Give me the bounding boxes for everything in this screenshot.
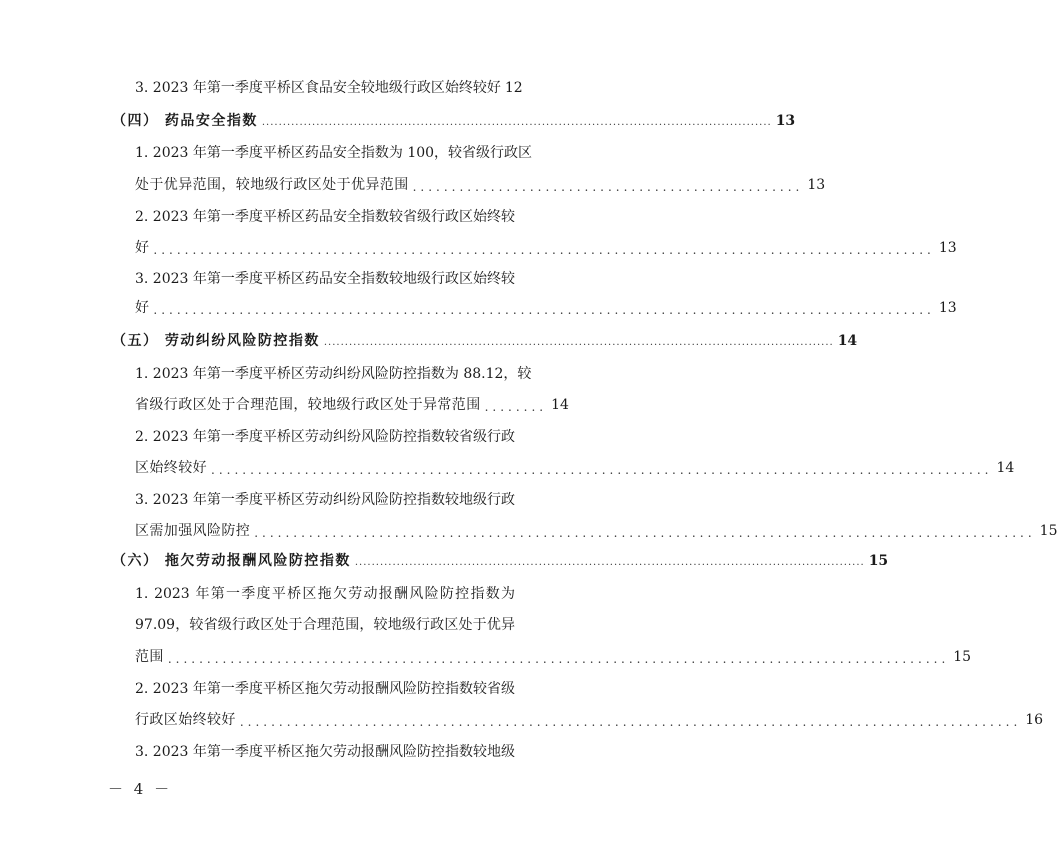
toc-section-heading[interactable] xyxy=(112,109,796,133)
toc-entry-continuation[interactable] xyxy=(135,456,1015,480)
toc-section-text: （六） 拖欠劳动报酬风险防控指数 xyxy=(112,553,351,569)
toc-entry-continuation[interactable] xyxy=(135,645,972,669)
toc-page-number: 14 xyxy=(551,397,569,413)
toc-entry[interactable] xyxy=(135,677,515,701)
toc-entry-text: 3. 2023 年第一季度平桥区食品安全较地级行政区始终较好 xyxy=(135,80,501,96)
toc-entry-text: 3. 2023 年第一季度平桥区劳动纠纷风险防控指数较地级行政 xyxy=(135,492,515,508)
toc-page-number: 14 xyxy=(996,460,1015,476)
toc-entry-text: 2. 2023 年第一季度平桥区药品安全指数较省级行政区始终较 xyxy=(135,209,515,225)
toc-page-number: 12 xyxy=(504,80,523,96)
toc-entry[interactable] xyxy=(135,205,515,229)
toc-entry[interactable] xyxy=(135,141,533,165)
toc-entry-text: 1. 2023 年第一季度平桥区拖欠劳动报酬风险防控指数为 xyxy=(135,586,515,602)
toc-entry-text: 1. 2023 年第一季度平桥区劳动纠纷风险防控指数为 88.12，较 xyxy=(135,366,532,382)
toc-page-number: 16 xyxy=(1025,712,1044,728)
toc-entry-continuation[interactable] xyxy=(135,519,1057,543)
toc-leader-dots: .................................................................................................... xyxy=(153,303,935,317)
toc-entry[interactable] xyxy=(135,425,515,449)
toc-entry-text: 行政区始终较好 xyxy=(135,712,236,728)
toc-entry-continuation[interactable] xyxy=(135,296,957,320)
toc-entry-text: 好 xyxy=(135,300,150,316)
toc-entry[interactable] xyxy=(135,740,515,764)
toc-entry-text: 1. 2023 年第一季度平桥区药品安全指数为 100，较省级行政区 xyxy=(135,145,533,161)
toc-leader-dots: .................................................. xyxy=(412,180,804,194)
toc-entry-text: 范围 xyxy=(135,649,164,665)
toc-entry-text: 区需加强风险防控 xyxy=(135,523,251,539)
toc-entry-continuation[interactable] xyxy=(135,393,569,417)
toc-entry-continuation[interactable] xyxy=(135,173,826,197)
toc-page-number: 15 xyxy=(868,553,889,569)
toc-section-text: （四） 药品安全指数 xyxy=(112,113,258,129)
toc-entry-text: 97.09，较省级行政区处于合理范围，较地级行政区处于优异 xyxy=(135,617,515,633)
toc-entry[interactable] xyxy=(135,362,532,386)
toc-entry-text: 区始终较好 xyxy=(135,460,207,476)
toc-entry-continuation[interactable] xyxy=(135,613,515,637)
toc-entry-text: 好 xyxy=(135,240,150,256)
toc-entry-continuation[interactable] xyxy=(135,236,957,260)
toc-page-number: 13 xyxy=(775,113,796,129)
toc-entry[interactable] xyxy=(135,582,515,606)
toc-section-heading[interactable] xyxy=(112,549,889,573)
toc-section-heading[interactable] xyxy=(112,329,858,353)
toc-entry-text: 2. 2023 年第一季度平桥区拖欠劳动报酬风险防控指数较省级 xyxy=(135,681,515,697)
toc-entry-text: 3. 2023 年第一季度平桥区拖欠劳动报酬风险防控指数较地级 xyxy=(135,744,515,760)
page-number-footer: － 4 － xyxy=(108,780,173,798)
toc-leader-dots: .......................................................................................................................... xyxy=(261,117,772,128)
toc-leader-dots: .................................................................................................... xyxy=(153,243,935,257)
toc-page-number: 15 xyxy=(1039,523,1057,539)
toc-page-number: 14 xyxy=(837,333,858,349)
toc-leader-dots: .................................................................................................... xyxy=(254,526,1036,540)
toc-page-number: 13 xyxy=(938,240,957,256)
toc-leader-dots: ........ xyxy=(484,400,548,414)
toc-entry-text: 省级行政区处于合理范围，较地级行政区处于异常范围 xyxy=(135,397,481,413)
toc-leader-dots: .................................................................................................... xyxy=(239,715,1022,729)
toc-section-text: （五） 劳动纠纷风险防控指数 xyxy=(112,333,320,349)
toc-entry-text: 处于优异范围，较地级行政区处于优异范围 xyxy=(135,177,409,193)
toc-entry-continuation[interactable] xyxy=(135,708,1044,732)
toc-entry-text: 3. 2023 年第一季度平桥区药品安全指数较地级行政区始终较 xyxy=(135,271,515,287)
toc-leader-dots: .................................................................................................... xyxy=(167,652,950,666)
toc-entry[interactable] xyxy=(135,76,523,100)
toc-entry[interactable] xyxy=(135,488,515,512)
toc-entry-text: 2. 2023 年第一季度平桥区劳动纠纷风险防控指数较省级行政 xyxy=(135,429,515,445)
toc-leader-dots: .......................................................................................................................... xyxy=(323,337,834,348)
toc-leader-dots: .................................................................................................... xyxy=(211,463,993,477)
toc-page-number: 13 xyxy=(938,300,957,316)
toc-entry[interactable] xyxy=(135,267,515,291)
toc-page-number: 15 xyxy=(953,649,972,665)
toc-page-number: 13 xyxy=(807,177,826,193)
toc-leader-dots: .......................................................................................................................... xyxy=(354,557,865,568)
